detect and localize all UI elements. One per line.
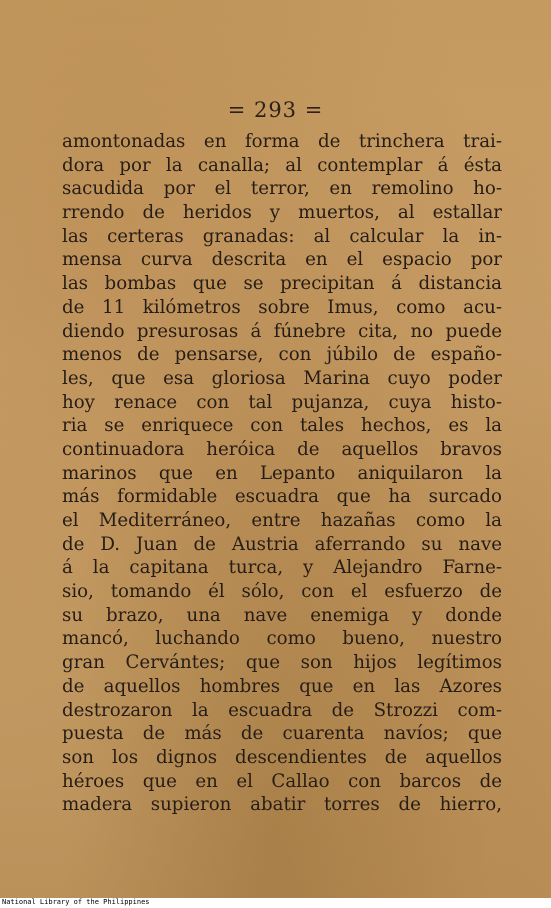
- text-line: gran Cervántes; que son hijos legítimos: [62, 652, 502, 674]
- text-line: dora por la canalla; al contemplar á ésta: [62, 154, 502, 176]
- text-line: mancó, luchando como bueno, nuestro: [62, 628, 502, 650]
- text-line: marinos que en Lepanto aniquilaron la: [62, 462, 502, 484]
- text-line: sacudida por el terror, en remolino ho-: [62, 178, 502, 200]
- page-number: = 293 =: [227, 98, 324, 122]
- text-line: las certeras granadas: al calcular la in-: [62, 225, 502, 247]
- text-line: las bombas que se precipitan á distancia: [62, 273, 502, 295]
- text-line: les, que esa gloriosa Marina cuyo poder: [62, 367, 502, 389]
- text-line: su brazo, una nave enemiga y donde: [62, 604, 502, 626]
- text-line: puesta de más de cuarenta navíos; que: [62, 723, 502, 745]
- text-line: madera supieron abatir torres de hierro,: [62, 794, 502, 816]
- text-line: de D. Juan de Austria aferrando su nave: [62, 533, 502, 555]
- text-line: continuadora heróica de aquellos bravos: [62, 438, 502, 460]
- footer-bar: [0, 898, 551, 908]
- text-line: son los dignos descendientes de aquellos: [62, 746, 502, 768]
- text-line: sio, tomando él sólo, con el esfuerzo de: [62, 581, 502, 603]
- text-line: amontonadas en forma de trinchera trai-: [62, 131, 502, 152]
- text-line: menos de pensarse, con júbilo de españo-: [62, 344, 502, 366]
- text-line: mensa curva descrita en el espacio por: [62, 249, 502, 271]
- text-line: diendo presurosas á fúnebre cita, no puede: [62, 320, 502, 342]
- text-line: más formidable escuadra que ha surcado: [62, 486, 502, 508]
- text-line: destrozaron la escuadra de Strozzi com-: [62, 699, 502, 721]
- text-line: el Mediterráneo, entre hazañas como la: [62, 510, 502, 531]
- text-line: ria se enriquece con tales hechos, es la: [62, 415, 502, 437]
- body-text: [62, 130, 502, 817]
- text-line: héroes que en el Callao con barcos de: [62, 770, 502, 792]
- text-line: de 11 kilómetros sobre Imus, como acu-: [62, 296, 502, 318]
- text-line: rrendo de heridos y muertos, al estallar: [62, 202, 502, 224]
- library-credit: National Library of the Philippines: [2, 898, 150, 906]
- text-line: hoy renace con tal pujanza, cuya histo-: [62, 391, 502, 413]
- text-line: de aquellos hombres que en las Azores: [62, 675, 502, 697]
- text-line: á la capitana turca, y Alejandro Farne-: [62, 557, 502, 579]
